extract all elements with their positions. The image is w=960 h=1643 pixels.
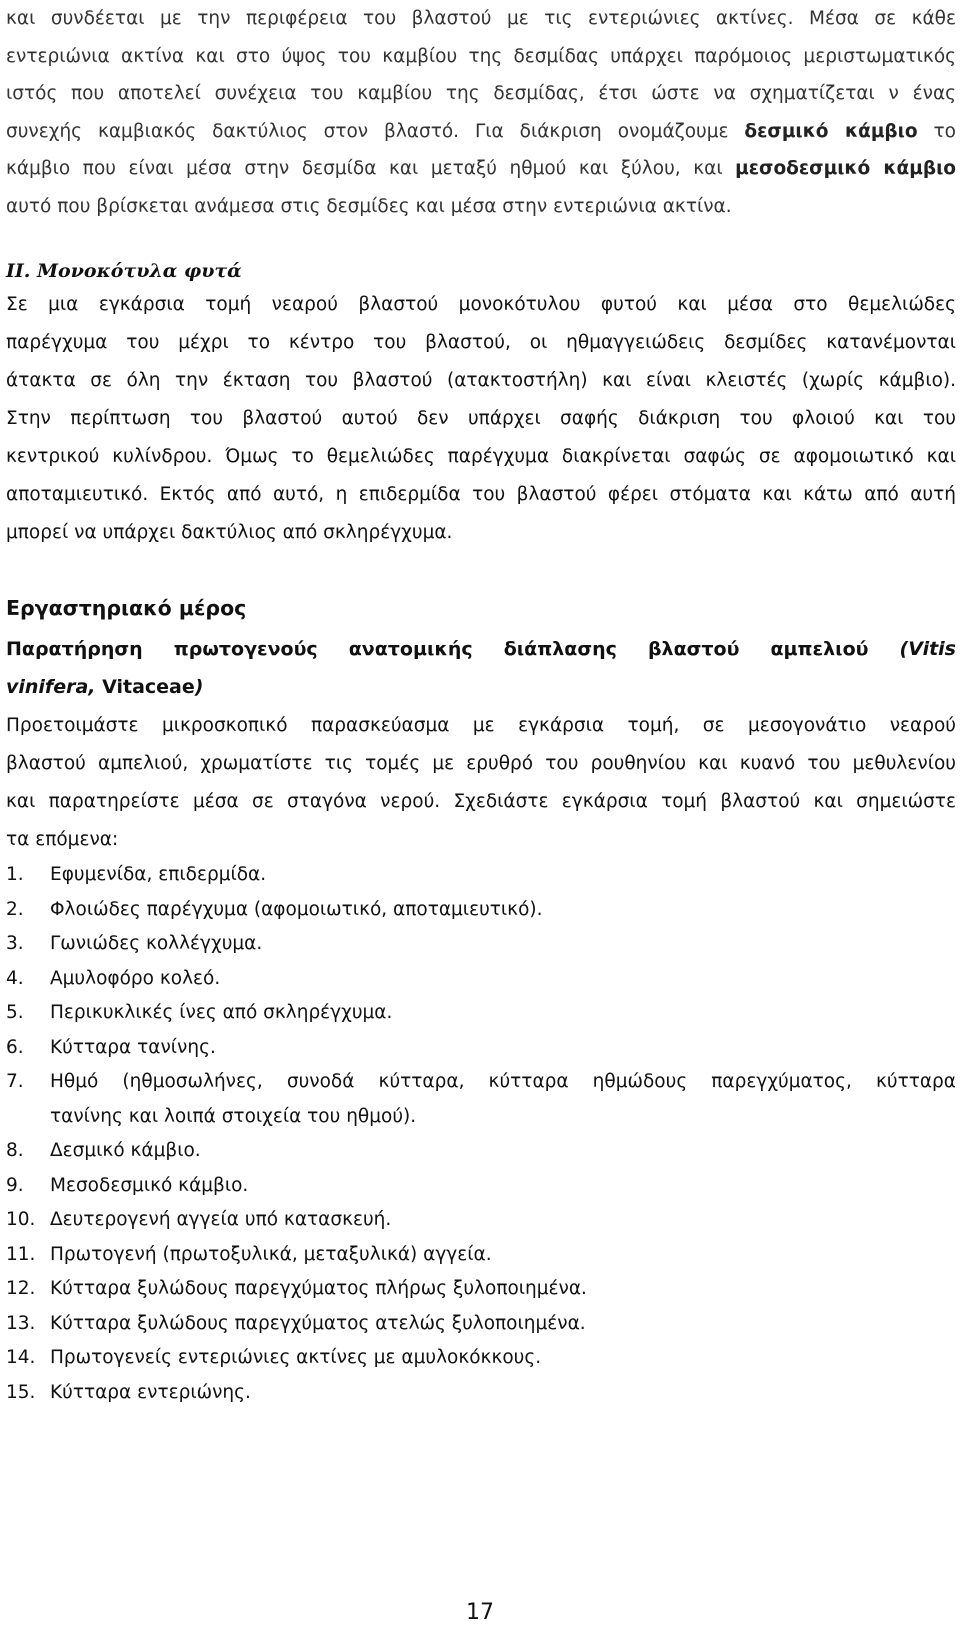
list-text: Πρωτογενή (πρωτοξυλικά, μεταξυλικά) αγγεία. — [50, 1243, 492, 1265]
list-text: Δευτερογενή αγγεία υπό κατασκευή. — [50, 1209, 392, 1230]
intro-text: συνεχής καμβιακός δακτύλιος στον βλαστό. Για διάκριση ονομάζουμε — [6, 120, 745, 142]
intro-line — [6, 150, 956, 188]
list-number: 5. — [6, 1002, 24, 1023]
list-number: 3. — [6, 933, 24, 954]
closing-paren: ) — [194, 676, 204, 698]
structures-list — [6, 858, 956, 1410]
paragraph-line: κεντρικού κυλίνδρου. Όμως το θεμελιώδες παρέγχυμα διακρίνεται σαφώς σε αφομοιωτικό και — [6, 446, 956, 467]
list-number: 4. — [6, 967, 24, 989]
list-item — [6, 1307, 956, 1342]
page-number: 17 — [466, 1600, 494, 1625]
intro-paragraph — [6, 0, 956, 225]
list-text: Δεσμικό κάμβιο. — [50, 1140, 201, 1161]
list-number: 12. — [6, 1278, 36, 1299]
list-number: 14. — [6, 1347, 36, 1368]
intro-line — [6, 113, 956, 151]
list-number: 7. — [6, 1071, 24, 1092]
list-text: Γωνιώδες κολλέγχυμα. — [50, 933, 263, 954]
instruction-line: τα επόμενα: — [6, 829, 119, 850]
list-text: Εφυμενίδα, επιδερμίδα. — [50, 864, 267, 885]
intro-line: αυτό που βρίσκεται ανάμεσα στις δεσμίδες και μέσα στην εντεριώνια ακτίνα. — [6, 195, 732, 217]
species-genus: (Vitis — [899, 638, 956, 660]
paragraph-line: Στην περίπτωση του βλαστού αυτού δεν υπάρχει σαφής διάκριση του φλοιού και του — [6, 408, 956, 429]
intro-line: ιστός που αποτελεί συνέχεια του καμβίου της δεσμίδας, έτσι ώστε να σχηματίζεται ν ένας — [6, 83, 956, 104]
list-text: Κύτταρα τανίνης. — [50, 1036, 216, 1058]
family-name: Vitaceae — [95, 676, 195, 698]
list-text: Κύτταρα ξυλώδους παρεγχύματος πλήρως ξυλοποιημένα. — [50, 1278, 587, 1299]
term-fascicular-cambium: δεσμικό κάμβιο — [744, 120, 918, 142]
instruction-line: και παρατηρείστε μέσα σε σταγόνα νερού. Σχεδιάστε εγκάρσια τομή βλαστού και σημειώστε — [6, 791, 956, 812]
instruction-line: βλαστού αμπελιού, χρωματίστε τις τομές με ερυθρό του ρουθηνίου και κυανό του μεθυλενίου — [6, 753, 956, 774]
paragraph-line: άτακτα σε όλη την έκταση του βλαστού (ατακτοστήλη) και είναι κλειστές (χωρίς κάμβιο). — [6, 370, 956, 391]
list-number: 13. — [6, 1312, 36, 1334]
list-text: Κύτταρα εντεριώνης. — [50, 1381, 251, 1403]
intro-line: εντεριώνια ακτίνα και στο ύψος του καμβίου της δεσμίδας υπάρχει παρόμοιος μεριστωματικός — [6, 45, 956, 67]
list-item — [6, 1238, 956, 1273]
list-number: 11. — [6, 1243, 36, 1265]
list-item — [6, 927, 956, 962]
list-number: 8. — [6, 1140, 24, 1161]
list-number: 1. — [6, 864, 24, 885]
list-text: Ηθμό (ηθμοσωλήνες, συνοδά κύτταρα, κύτταρα ηθμώδους παρεγχύματος, κύτταρα — [50, 1071, 956, 1092]
list-text: Περικυκλικές ίνες από σκληρέγχυμα. — [50, 1002, 393, 1023]
intro-line: και συνδέεται με την περιφέρεια του βλαστού με τις εντεριώνιες ακτίνες. Μέσα σε κάθε — [6, 8, 956, 29]
list-item — [6, 1203, 956, 1238]
observation-heading-cont — [6, 668, 956, 706]
list-item — [6, 858, 956, 893]
intro-text: κάμβιο που είναι μέσα στην δεσμίδα και μεταξύ ηθμού και ξύλου, και — [6, 158, 736, 179]
list-item — [6, 1134, 956, 1169]
list-text: Αμυλοφόρο κολεό. — [50, 967, 221, 989]
lab-section-heading: Εργαστηριακό μέρος — [6, 596, 247, 620]
list-text: Κύτταρα ξυλώδους παρεγχύματος ατελώς ξυλοποιημένα. — [50, 1312, 586, 1334]
list-text: Πρωτογενείς εντεριώνιες ακτίνες με αμυλοκόκκους. — [50, 1347, 542, 1368]
paragraph-line: Σε μια εγκάρσια τομή νεαρού βλαστού μονοκότυλου φυτού και μέσα στο θεμελιώδες — [6, 294, 956, 315]
paragraph-line: παρέγχυμα του μέχρι το κέντρο του βλαστού, οι ηθμαγγειώδεις δεσμίδες κατανέμονται — [6, 332, 956, 353]
list-number: 6. — [6, 1036, 24, 1058]
list-item — [6, 1376, 956, 1411]
list-item — [6, 893, 956, 928]
list-text-continued: τανίνης και λοιπά στοιχεία του ηθμού). — [50, 1105, 417, 1127]
list-number: 10. — [6, 1209, 36, 1230]
list-number: 2. — [6, 898, 24, 920]
list-item — [6, 1031, 956, 1066]
list-text: Μεσοδεσμικό κάμβιο. — [50, 1174, 249, 1196]
list-item — [6, 1272, 956, 1307]
observation-title-text: Παρατήρηση πρωτογενούς ανατομικής διάπλασης βλαστού αμπελιού — [6, 638, 869, 660]
paragraph-line: αποταμιευτικό. Εκτός από αυτό, η επιδερμίδα του βλαστού φέρει στόματα και κάτω από αυτή — [6, 484, 956, 505]
section-heading-monocots: ΙΙ. Μονοκότυλα φυτά — [6, 260, 242, 282]
list-item — [6, 1169, 956, 1204]
term-interfascicular-cambium: μεσοδεσμικό κάμβιο — [735, 158, 956, 179]
observation-heading — [6, 630, 956, 668]
list-item — [6, 1341, 956, 1376]
list-item — [6, 962, 956, 997]
list-text: Φλοιώδες παρέγχυμα (αφομοιωτικό, αποταμιευτικό). — [50, 898, 543, 920]
species-epithet: vinifera, — [6, 676, 96, 698]
instruction-line: Προετοιμάστε μικροσκοπικό παρασκεύασμα με εγκάρσια τομή, σε μεσογονάτιο νεαρού — [6, 715, 956, 736]
list-item — [6, 1065, 956, 1134]
intro-text: το — [917, 120, 956, 142]
paragraph-line: μπορεί να υπάρχει δακτύλιος από σκληρέγχυμα. — [6, 522, 453, 543]
list-number: 9. — [6, 1174, 24, 1196]
list-number: 15. — [6, 1381, 36, 1403]
list-item — [6, 996, 956, 1031]
